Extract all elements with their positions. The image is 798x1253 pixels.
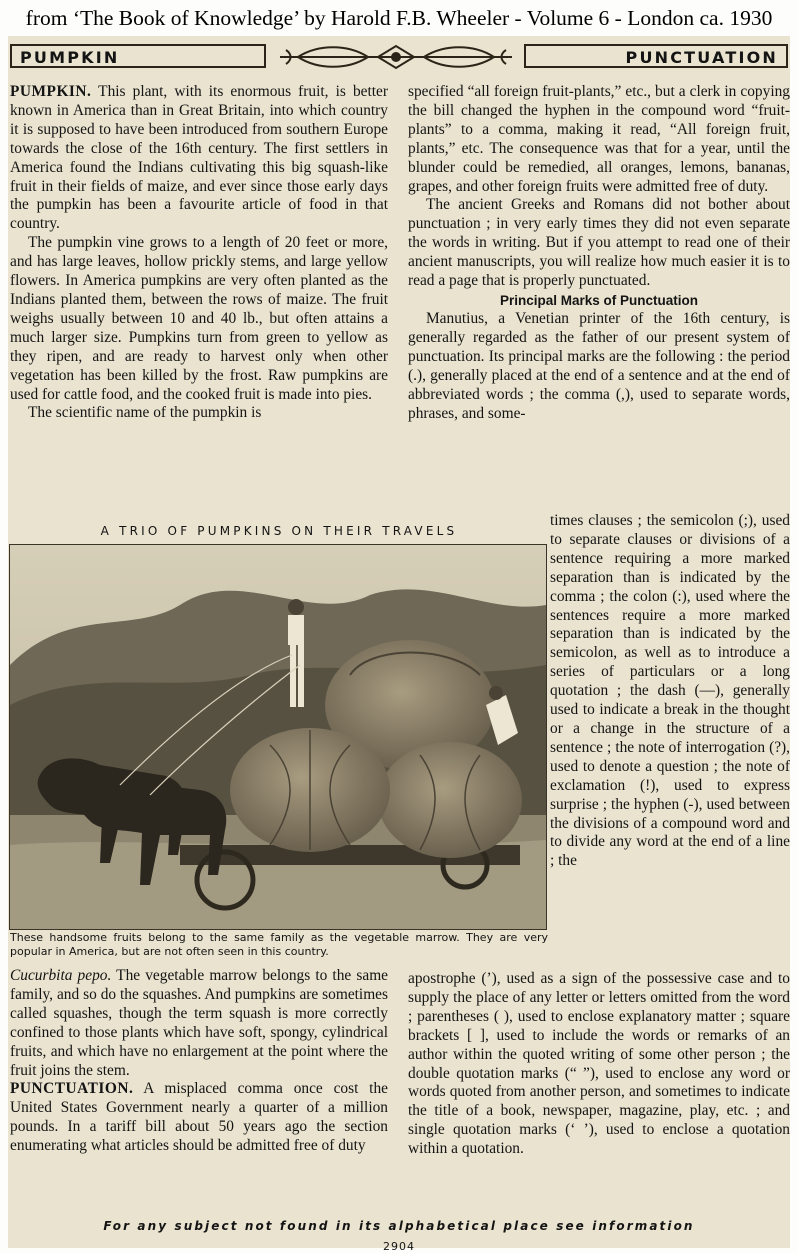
- pumpkin-paragraph-4: Cucurbita pepo. The vegetable marrow belongs to the same family, and so do the squashes. And pumpkins are sometimes called squashes, though the term squash is more correctly confined to those plants which have soft, spongy, cylindrical fruits, and which have no enlargement at the point where the fruit joins the stem.: [10, 967, 388, 1079]
- pumpkin-headword: PUMPKIN.: [10, 83, 92, 100]
- pumpkin-paragraph-2: The pumpkin vine grows to a length of 20 feet or more, and has large leaves, hollow prickly stems, and large yellow flowers. In America pumpkins are very often planted as the Indians planted them, between the rows of maize. The fruit weighs usually between 10 and 40 lb., but often attains a much larger size. Pumpkins turn from green to yellow as they ripen, and are ready to harvest only when other vegetation has been killed by the frost. Raw pumpkins are used for cattle food, and the cooked fruit is made into pies.: [10, 234, 388, 403]
- punctuation-subheading: Principal Marks of Punctuation: [499, 292, 699, 308]
- punctuation-column-top: [408, 83, 790, 423]
- scientific-name: Cucurbita pepo.: [10, 967, 112, 984]
- pumpkin-article-top: [10, 83, 388, 423]
- pumpkin-article-bottom: [10, 967, 388, 1156]
- running-head-right: PUNCTUATION: [524, 44, 788, 68]
- page-number: 2904: [383, 1240, 415, 1253]
- header-ornament: [278, 42, 514, 72]
- punctuation-headword: PUNCTUATION.: [10, 1080, 134, 1098]
- source-line: from ‘The Book of Knowledge’ by Harold F.B. Wheeler - Volume 6 - London ca. 1930: [25, 6, 773, 30]
- pumpkin-paragraph-3: The scientific name of the pumpkin is: [28, 404, 262, 422]
- running-head-left: PUMPKIN: [10, 44, 266, 68]
- pumpkin-paragraph-1: PUMPKIN. This plant, with its enormous fruit, is better known in America than in Great Britain, into which country it is supposed to have been introduced from southern Europe towards the close of the 16th century. The first settlers in America found the Indians cultivating this big squash-like fruit in their fields of maize, and ever since those early days the pumpkin has been a favourite article of food in that country.: [10, 83, 388, 233]
- page-footer: For any subject not found in its alphabetical place see information: [103, 1219, 695, 1233]
- photo-title: A TRIO OF PUMPKINS ON THEIR TRAVELS: [100, 524, 458, 538]
- punctuation-paragraph-3c: apostrophe (’), used as a sign of the possessive case and to supply the place of any letter or letters omitted from the word ; parentheses ( ), used to enclose explanatory matter ; square brackets [ ], used to include the words or remarks of an author within the quoted writing of some other person ; the double quotation marks (“ ”), used to enclose any word or words quoted from another person, and sometimes to indicate the title of a book, newspaper, magazine, play, etc. ; and single quotation marks (‘ ’), used to enclose a quotation within a quotation.: [408, 970, 790, 1158]
- book-page: [8, 36, 790, 1253]
- punctuation-paragraph-3a: Manutius, a Venetian printer of the 16th century, is generally regarded as the father of our present system of punctuation. Its principal marks are the following : the period (.), generally placed at the end of a sentence and at the end of abbreviated words ; the comma (,), used to separate words, phrases, and some-: [408, 309, 790, 422]
- punctuation-paragraph-3b: times clauses ; the semicolon (;), used to separate clauses or divisions of a sentence requiring a more marked separation than is indicated by the comma ; the colon (:), used where the sentences require a more marked separation than is indicated by the semicolon, as well as to introduce a series of particulars or a long quotation ; the dash (—), generally used to indicate a break in the thought or a change in the structure of a sentence ; the note of interrogation (?), used to denote a question ; the note of exclamation (!), used to express surprise ; the hyphen (-), used between the divisions of a compound word and to divide any word at the end of a line ; the: [550, 512, 790, 870]
- photo-caption: These handsome fruits belong to the same family as the vegetable marrow. They are very popular in America, but are not often seen in this country.: [10, 931, 548, 958]
- punctuation-column-bottom: [408, 970, 790, 1159]
- punctuation-column-beside-photo: [550, 512, 790, 871]
- pumpkin-wagon-photo: [9, 544, 547, 930]
- punctuation-paragraph-1: PUNCTUATION. A misplaced comma once cost the United States Government nearly a quarter of a million pounds. In a tariff bill about 50 years ago the section enumerating what articles should be admitted free of duty: [10, 1080, 388, 1155]
- punctuation-paragraph-1-cont: specified “all foreign fruit-plants,” etc., but a clerk in copying the bill changed the hyphen in the compound word “fruit-plants” to a comma, making it read, “All foreign fruit, plants,” etc. The consequence was that for a year, until the blunder could be remedied, all oranges, lemons, bananas, grapes, and other foreign fruits were admitted free of duty.: [408, 83, 790, 195]
- punctuation-paragraph-2: The ancient Greeks and Romans did not bother about punctuation ; in very early times they did not even separate the words in writing. But if you attempt to read one of their ancient manuscripts, you will realize how much easier it is to read a page that is properly punctuated.: [408, 196, 790, 290]
